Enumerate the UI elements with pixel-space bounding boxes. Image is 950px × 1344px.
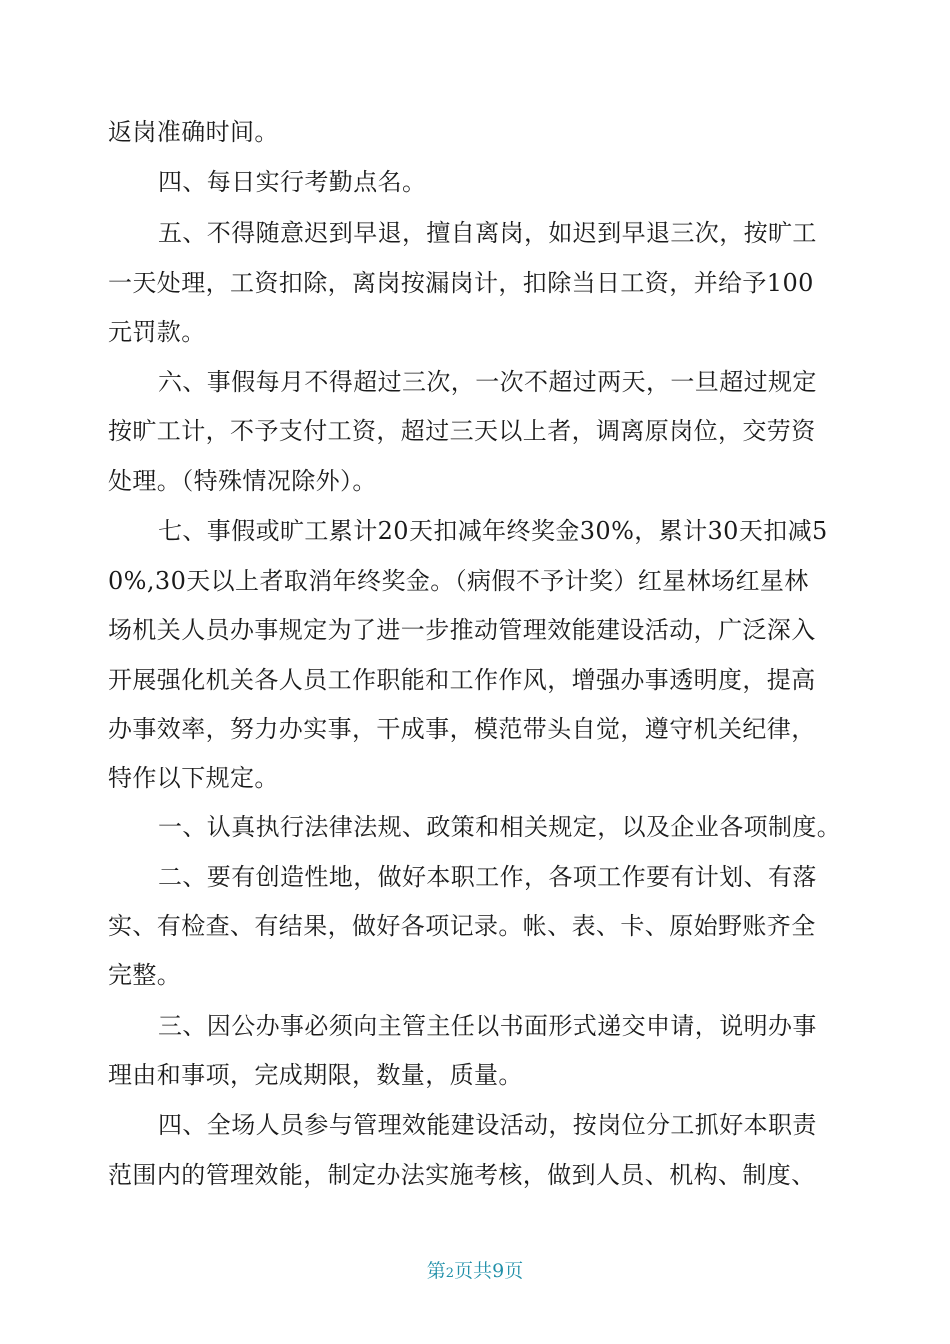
text-line: 六、事假每月不得超过三次，一次不超过两天，一旦超过规定 [158,368,817,396]
text-line: 特作以下规定。 [108,764,279,792]
footer-suffix: 页 [504,1260,524,1282]
text-line: 场机关人员办事规定为了进一步推动管理效能建设活动，广泛深入 [108,616,816,644]
text-line: 办事效率，努力办实事，干成事，模范带头自觉，遵守机关纪律， [108,715,816,743]
text-line: 返岗准确时间。 [108,118,279,146]
text-line: 范围内的管理效能，制定办法实施考核，做到人员、机构、制度、 [108,1161,816,1189]
text-line: 五、不得随意迟到早退，擅自离岗，如迟到早退三次，按旷工 [158,219,817,247]
footer-prefix: 第 [426,1260,446,1282]
text-line: 七、事假或旷工累计20天扣减年终奖金30%，累计30天扣减5 [158,517,828,545]
text-line: 三、因公办事必须向主管主任以书面形式递交申请，说明办事 [158,1012,817,1040]
footer-middle: 页共 [454,1260,493,1282]
text-line: 理由和事项，完成期限，数量，质量。 [108,1061,523,1089]
text-line: 元罚款。 [108,318,206,346]
text-line: 0%,30天以上者取消年终奖金。（病假不予计奖）红星林场红星林 [108,567,809,595]
text-line: 四、全场人员参与管理效能建设活动，按岗位分工抓好本职责 [158,1111,817,1139]
total-page-number: 9 [492,1260,505,1282]
text-line: 开展强化机关各人员工作职能和工作作风，增强办事透明度，提高 [108,666,816,694]
text-line: 四、每日实行考勤点名。 [158,168,427,196]
text-line: 按旷工计，不予支付工资，超过三天以上者，调离原岗位，交劳资 [108,417,816,445]
text-line: 二、要有创造性地，做好本职工作，各项工作要有计划、有落 [158,863,817,891]
text-line: 完整。 [108,961,182,989]
current-page-number: 2 [445,1266,455,1281]
text-line: 处理。（特殊情况除外）。 [108,467,377,495]
text-line: 一天处理，工资扣除，离岗按漏岗计，扣除当日工资，并给予100 [108,269,814,297]
page-footer [0,1259,950,1286]
text-line: 一、认真执行法律法规、政策和相关规定，以及企业各项制度。 [158,813,842,841]
text-line: 实、有检查、有结果，做好各项记录。帐、表、卡、原始野账齐全 [108,912,816,940]
